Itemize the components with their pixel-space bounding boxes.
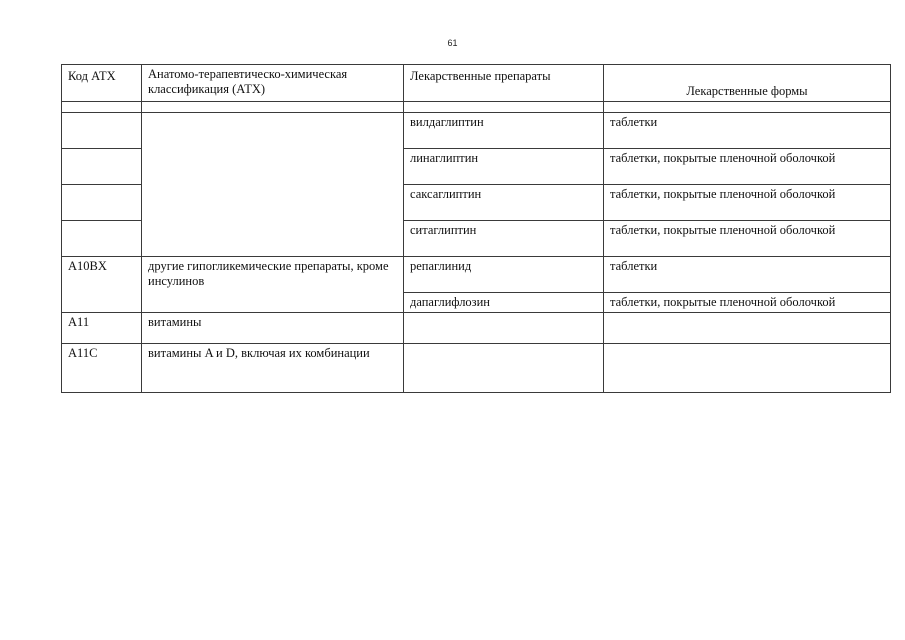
form-cell: таблетки: [604, 257, 891, 293]
form-cell: [604, 313, 891, 344]
table-row: [62, 257, 891, 293]
form-cell: таблетки: [604, 113, 891, 149]
header-code: Код АТХ: [62, 65, 142, 102]
form-cell: таблетки, покрытые пленочной оболочкой: [604, 293, 891, 313]
form-cell: [604, 344, 891, 393]
drug-cell: ситаглиптин: [404, 221, 604, 257]
form-cell: таблетки, покрытые пленочной оболочкой: [604, 149, 891, 185]
header-forms: Лекарственные формы: [604, 65, 891, 102]
table-row: [62, 344, 891, 393]
header-drugs: Лекарственные препараты: [404, 65, 604, 102]
classification-cell: витамины: [142, 313, 404, 344]
spacer-cell: [142, 102, 404, 113]
drug-cell: [404, 313, 604, 344]
classification-cell: другие гипогликемические препараты, кроме инсулинов: [142, 257, 404, 313]
code-cell: [62, 185, 142, 221]
table-row: [62, 113, 891, 149]
drug-cell: саксаглиптин: [404, 185, 604, 221]
code-cell: [62, 149, 142, 185]
spacer-row: [62, 102, 891, 113]
spacer-cell: [604, 102, 891, 113]
page-number: 61: [447, 38, 458, 48]
table-header-row: [62, 65, 891, 102]
form-cell: таблетки, покрытые пленочной оболочкой: [604, 185, 891, 221]
spacer-cell: [62, 102, 142, 113]
code-cell: A10BX: [62, 257, 142, 313]
table-row: [62, 313, 891, 344]
drug-cell: линаглиптин: [404, 149, 604, 185]
drug-cell: вилдаглиптин: [404, 113, 604, 149]
spacer-cell: [404, 102, 604, 113]
form-cell: таблетки, покрытые пленочной оболочкой: [604, 221, 891, 257]
code-cell: [62, 113, 142, 149]
classification-cell: витамины A и D, включая их комбинации: [142, 344, 404, 393]
code-cell: [62, 221, 142, 257]
drug-cell: репаглинид: [404, 257, 604, 293]
header-classification: Анатомо-терапевтическо-химическая классификация (АТХ): [142, 65, 404, 102]
atx-drug-table: [61, 64, 891, 393]
code-cell: A11: [62, 313, 142, 344]
code-cell: A11C: [62, 344, 142, 393]
drug-cell: дапаглифлозин: [404, 293, 604, 313]
drug-cell: [404, 344, 604, 393]
classification-cell: [142, 113, 404, 257]
